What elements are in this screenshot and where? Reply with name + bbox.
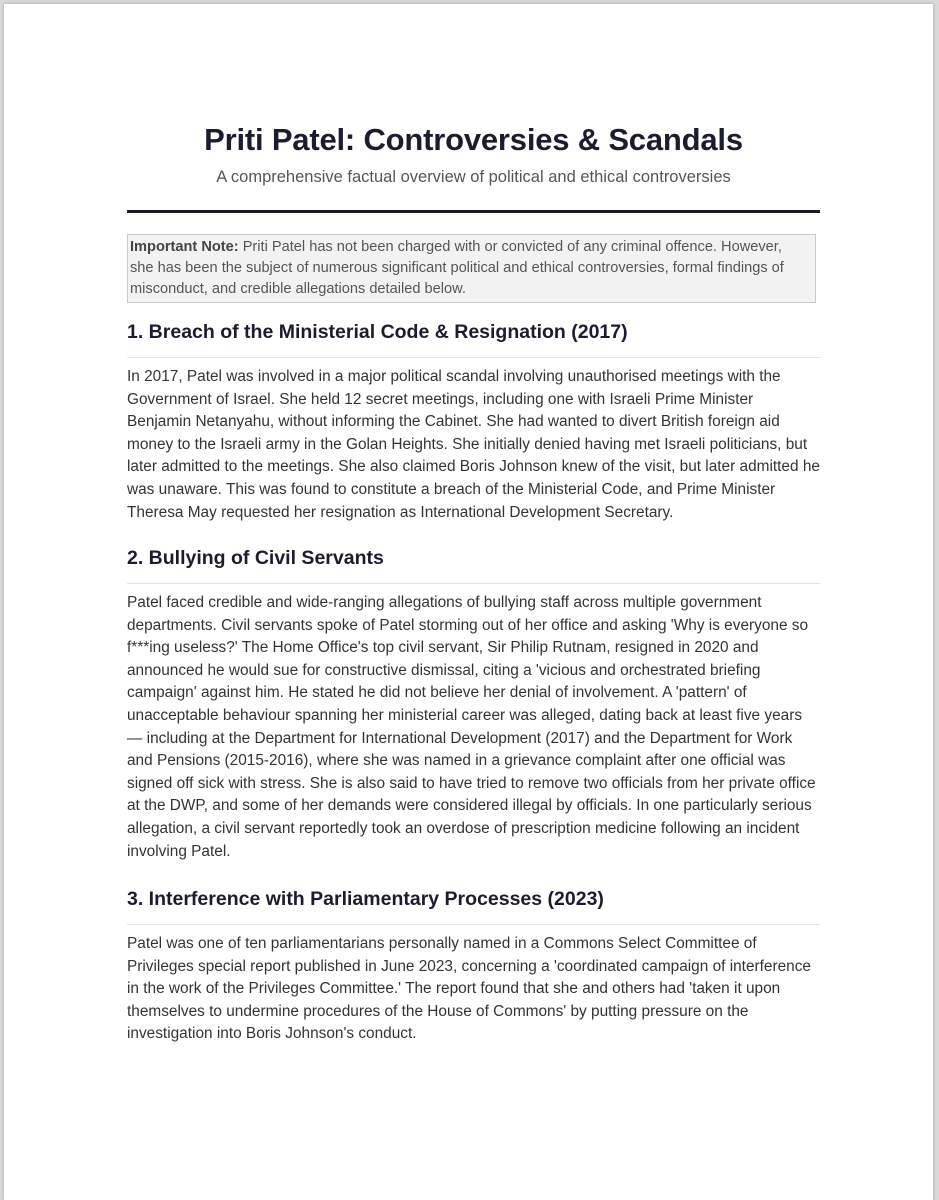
section-bullying xyxy=(127,543,820,863)
section-body: Patel was one of ten parliamentarians personally named in a Commons Select Committee of Privileges special report published in June 2023, concerning a 'coordinated campaign of interference in the work of the Privileges Committee.' The report found that she and others had 'taken it upon themselves to undermine procedures of the House of Commons' by putting pressure on the investigation into Boris Johnson's conduct. xyxy=(127,935,811,1043)
section-divider xyxy=(127,357,820,358)
section-body: In 2017, Patel was involved in a major political scandal involving unauthorised meetings with the Government of Israel. She held 12 secret meetings, including one with Israeli Prime Minister Benjamin Netanyahu, without informing the Cabinet. She had wanted to divert British foreign aid money to the Israeli army in the Golan Heights. She initially denied having met Israeli politicians, but later admitted to the meetings. She also claimed Boris Johnson knew of the visit, but later admitted he was unaware. This was found to constitute a breach of the Ministerial Code, and Prime Minister Theresa May requested her resignation as International Development Secretary. xyxy=(127,368,820,521)
important-note-text: Priti Patel has not been charged with or convicted of any criminal offence. However, she has been the subject of numerous significant political and ethical controversies, formal findings of misconduct, and credible allegations detailed below. xyxy=(130,239,784,297)
section-divider xyxy=(127,924,820,925)
document-title: Priti Patel: Controversies & Scandals xyxy=(204,122,743,157)
section-heading: 1. Breach of the Ministerial Code & Resignation (2017) xyxy=(127,321,628,343)
section-divider xyxy=(127,583,820,584)
section-ministerial-code xyxy=(127,317,820,524)
section-body: Patel faced credible and wide-ranging allegations of bullying staff across multiple government departments. Civil servants spoke of Patel storming out of her office and asking 'Why is everyone so f***ing useless?' The Home Office's top civil servant, Sir Philip Rutnam, resigned in 2020 and announced he would sue for constructive dismissal, citing a 'vicious and orchestrated briefing campaign' against him. He stated he did not believe her denial of involvement. A 'pattern' of unacceptable behaviour spanning her ministerial career was alleged, dating back at least five years — including at the Department for International Development (2017) and the Department for Work and Pensions (2015-2016), where she was named in a grievance complaint after one official was signed off sick with stress. She is also said to have tried to remove two officials from her private office at the DWP, and some of her demands were considered illegal by officials. In one particularly serious allegation, a civil servant reportedly took an overdose of prescription medicine following an incident involving Patel. xyxy=(127,594,816,860)
section-parliamentary-interference xyxy=(127,884,820,1046)
section-heading: 3. Interference with Parliamentary Processes (2023) xyxy=(127,888,604,910)
document-subtitle: A comprehensive factual overview of political and ethical controversies xyxy=(216,168,731,186)
title-divider xyxy=(127,210,820,213)
section-heading: 2. Bullying of Civil Servants xyxy=(127,547,384,569)
document-page xyxy=(4,4,933,1200)
important-note-label: Important Note: xyxy=(130,239,239,255)
important-note-box xyxy=(127,234,816,303)
